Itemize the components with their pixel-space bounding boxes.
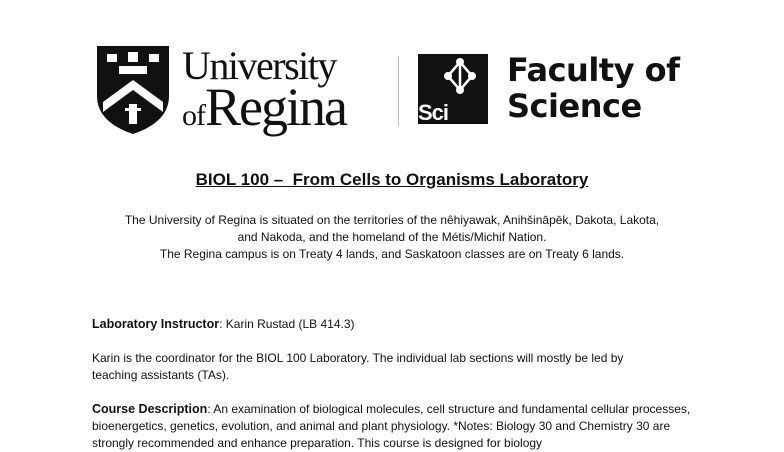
university-line2 — [182, 77, 346, 137]
ack-line-3: The Regina campus is on Treaty 4 lands, and Saskatoon classes are on Treaty 6 lands. — [159, 247, 625, 261]
instructor-label: Laboratory Instructor — [92, 317, 220, 331]
instructor-paragraph — [92, 316, 712, 333]
header-logos — [95, 44, 695, 136]
land-acknowledgement — [0, 212, 784, 263]
ack-line-2: and Nakoda, and the homeland of the Métis/Michif Nation. — [237, 230, 547, 244]
sci-label: Sci — [418, 100, 449, 125]
course-description-label: Course Description — [92, 402, 208, 416]
university-wordmark — [182, 43, 346, 137]
logo-divider — [398, 56, 399, 126]
faculty-wordmark — [507, 52, 680, 124]
university-crest-icon — [95, 44, 171, 136]
faculty-line1: Faculty of — [507, 51, 680, 89]
ack-line-1: The University of Regina is situated on the territories of the nêhiyawak, Anihšināpēk, Dakota, Lakota, — [124, 213, 660, 227]
course-description-text: : An examination of biological molecules, cell structure and fundamental cellular processes, bioenergetics, genetics, evolution, and animal and plant physiology. *Notes: Biology 30 and Chemistry 30 are strongly recommended and enhance preparation. This course is designed for biology — [92, 402, 691, 450]
university-line1: University — [182, 43, 336, 88]
document-title: BIOL 100 – From Cells to Organisms Laboratory — [195, 170, 589, 189]
coordinator-paragraph: Karin is the coordinator for the BIOL 100 Laboratory. The individual lab sections will mostly be led by teaching assistants (TAs). — [92, 351, 624, 382]
course-description-paragraph — [92, 401, 692, 452]
molecule-icon — [418, 54, 488, 104]
science-logo — [418, 54, 488, 124]
university-of: of — [182, 99, 205, 132]
university-regina: Regina — [205, 77, 346, 137]
faculty-line2: Science — [507, 87, 642, 125]
instructor-value: : Karin Rustad (LB 414.3) — [219, 317, 355, 331]
